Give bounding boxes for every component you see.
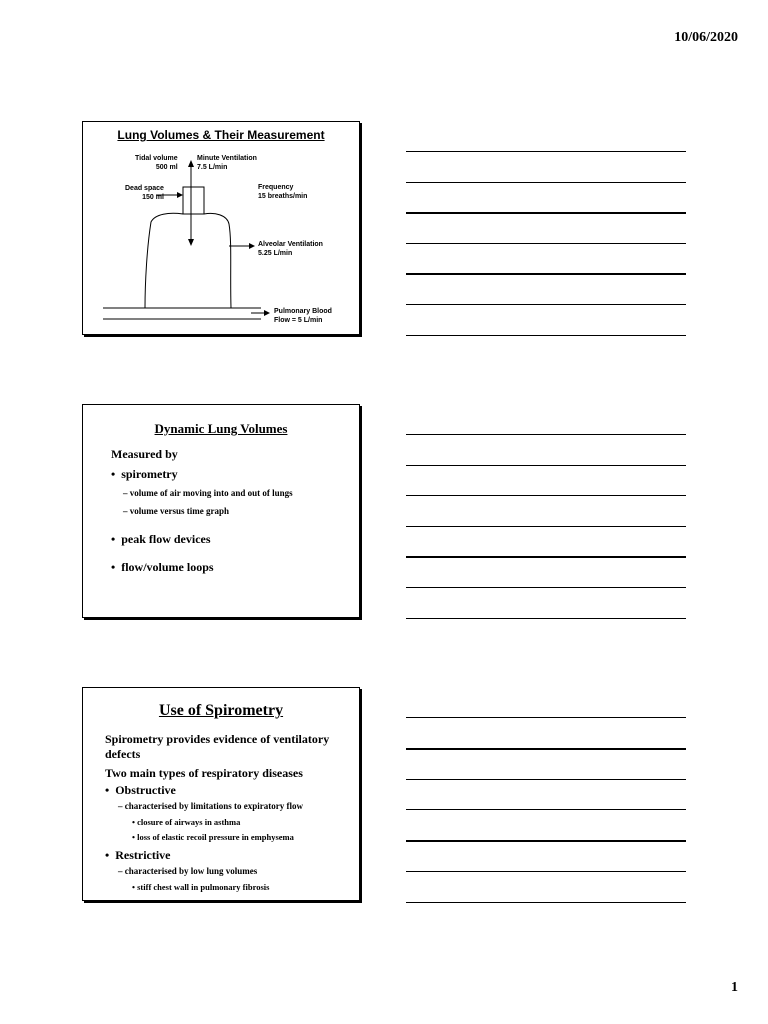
intro-text: Measured by bbox=[111, 447, 178, 461]
minute-ventilation-label: Minute Ventilation 7.5 L/min bbox=[197, 155, 257, 171]
paragraph-line: defects bbox=[105, 747, 141, 761]
note-line bbox=[406, 902, 686, 903]
tidal-arrow-up bbox=[188, 160, 194, 167]
sub-sub-bullet: • loss of elastic recoil pressure in emphysema bbox=[132, 832, 294, 842]
tidal-arrow-down bbox=[188, 239, 194, 246]
bullet-restrictive: • Restrictive bbox=[105, 848, 171, 863]
note-line bbox=[406, 748, 686, 750]
pulmonary-blood-flow-label: Pulmonary Blood Flow = 5 L/min bbox=[274, 308, 332, 324]
airway-neck bbox=[183, 187, 204, 214]
sub-bullet: – characterised by low lung volumes bbox=[118, 866, 257, 876]
note-line bbox=[406, 495, 686, 496]
note-line bbox=[406, 151, 686, 152]
note-line bbox=[406, 556, 686, 558]
slide-lung-volumes bbox=[82, 121, 360, 335]
paragraph-line: Two main types of respiratory diseases bbox=[105, 766, 303, 780]
note-line bbox=[406, 587, 686, 588]
note-line bbox=[406, 304, 686, 305]
bullet-spirometry: • spirometry bbox=[111, 467, 178, 482]
tidal-volume-label: Tidal volume 500 ml bbox=[135, 155, 178, 171]
slide-use-of-spirometry bbox=[82, 687, 360, 901]
note-line bbox=[406, 779, 686, 780]
note-line bbox=[406, 465, 686, 466]
note-line bbox=[406, 871, 686, 872]
note-line bbox=[406, 243, 686, 244]
alveolar-ventilation-label: Alveolar Ventilation 5.25 L/min bbox=[258, 241, 323, 257]
note-line bbox=[406, 618, 686, 619]
slide-title: Dynamic Lung Volumes bbox=[154, 421, 288, 436]
bullet-peak-flow: • peak flow devices bbox=[111, 532, 211, 547]
paragraph-line: Spirometry provides evidence of ventilatory bbox=[105, 732, 330, 746]
note-line bbox=[406, 526, 686, 527]
bullet-flow-volume: • flow/volume loops bbox=[111, 560, 214, 575]
dead-space-label: Dead space 150 ml bbox=[125, 185, 164, 201]
slide-dynamic-lung-volumes bbox=[82, 404, 360, 618]
note-line bbox=[406, 717, 686, 718]
sub-sub-bullet: • stiff chest wall in pulmonary fibrosis bbox=[132, 882, 269, 892]
blood-flow-arrow-head bbox=[264, 310, 270, 316]
page-date: 10/06/2020 bbox=[674, 30, 738, 45]
dead-space-arrow-head bbox=[177, 192, 183, 198]
note-line bbox=[406, 335, 686, 336]
sub-bullet: – characterised by limitations to expiratory flow bbox=[118, 801, 303, 811]
sub-sub-bullet: • closure of airways in asthma bbox=[132, 817, 240, 827]
note-line bbox=[406, 840, 686, 842]
note-line bbox=[406, 434, 686, 435]
note-line bbox=[406, 182, 686, 183]
frequency-label: Frequency 15 breaths/min bbox=[258, 184, 308, 200]
bullet-obstructive: • Obstructive bbox=[105, 783, 176, 798]
slide-title: Lung Volumes & Their Measurement bbox=[117, 128, 325, 142]
note-line bbox=[406, 212, 686, 214]
sub-bullet: – volume versus time graph bbox=[123, 506, 229, 516]
sub-bullet: – volume of air moving into and out of lungs bbox=[123, 488, 293, 498]
slide-title: Use of Spirometry bbox=[158, 702, 284, 719]
note-line bbox=[406, 809, 686, 810]
alveolar-arrow-head bbox=[249, 243, 255, 249]
alveolar-bottle bbox=[145, 213, 231, 308]
note-line bbox=[406, 273, 686, 275]
page-number: 1 bbox=[731, 980, 738, 995]
